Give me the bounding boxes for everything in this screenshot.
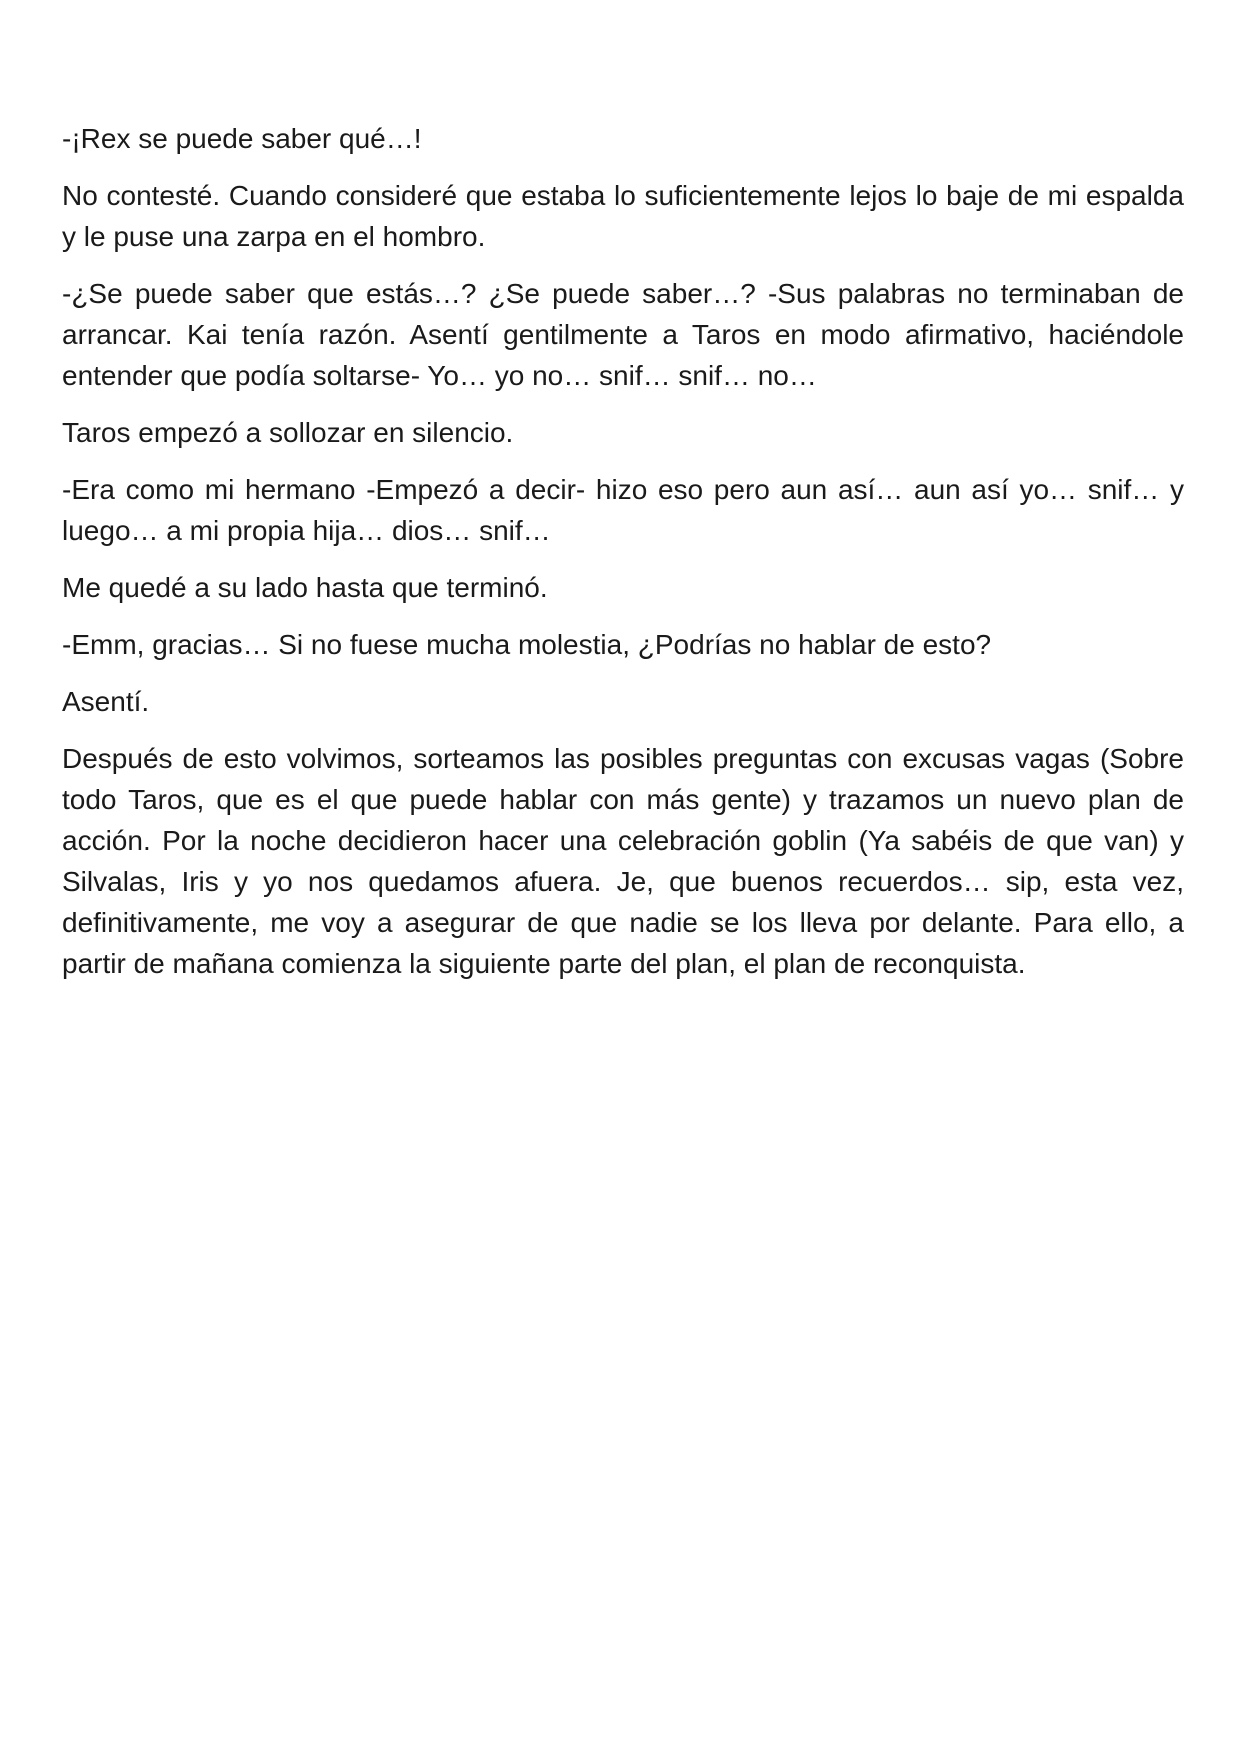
body-text	[62, 118, 1184, 1000]
paragraph: Taros empezó a sollozar en silencio.	[62, 417, 514, 448]
paragraph: Me quedé a su lado hasta que terminó.	[62, 572, 548, 603]
paragraph: Asentí.	[62, 686, 150, 717]
paragraph: Después de esto volvimos, sorteamos las posibles preguntas con excusas vagas (Sobre todo Taros, que es el que puede hablar con más gente) y trazamos un nuevo plan de acción. Por la noche decidieron hacer una celebración goblin (Ya sabéis de que van) y Silvalas, Iris y yo nos quedamos afuera. Je, que buenos recuerdos… sip, esta vez, definitivamente, me voy a asegurar de que nadie se los lleva por delante. Para ello, a partir de mañana comienza la siguiente parte del plan, el plan de reconquista.	[62, 743, 1184, 979]
paragraph: -¡Rex se puede saber qué…!	[62, 123, 422, 154]
paragraph: -Emm, gracias… Si no fuese mucha molestia, ¿Podrías no hablar de esto?	[62, 629, 992, 660]
paragraph: -Era como mi hermano -Empezó a decir- hizo eso pero aun así… aun así yo… snif… y luego… a mi propia hija… dios… snif…	[62, 474, 1184, 546]
paragraph: No contesté. Cuando consideré que estaba lo suficientemente lejos lo baje de mi espalda y le puse una zarpa en el hombro.	[62, 180, 1184, 252]
paragraph: -¿Se puede saber que estás…? ¿Se puede saber…? -Sus palabras no terminaban de arrancar. Kai tenía razón. Asentí gentilmente a Taros en modo afirmativo, haciéndole entender que podía soltarse- Yo… yo no… snif… snif… no…	[62, 278, 1184, 391]
